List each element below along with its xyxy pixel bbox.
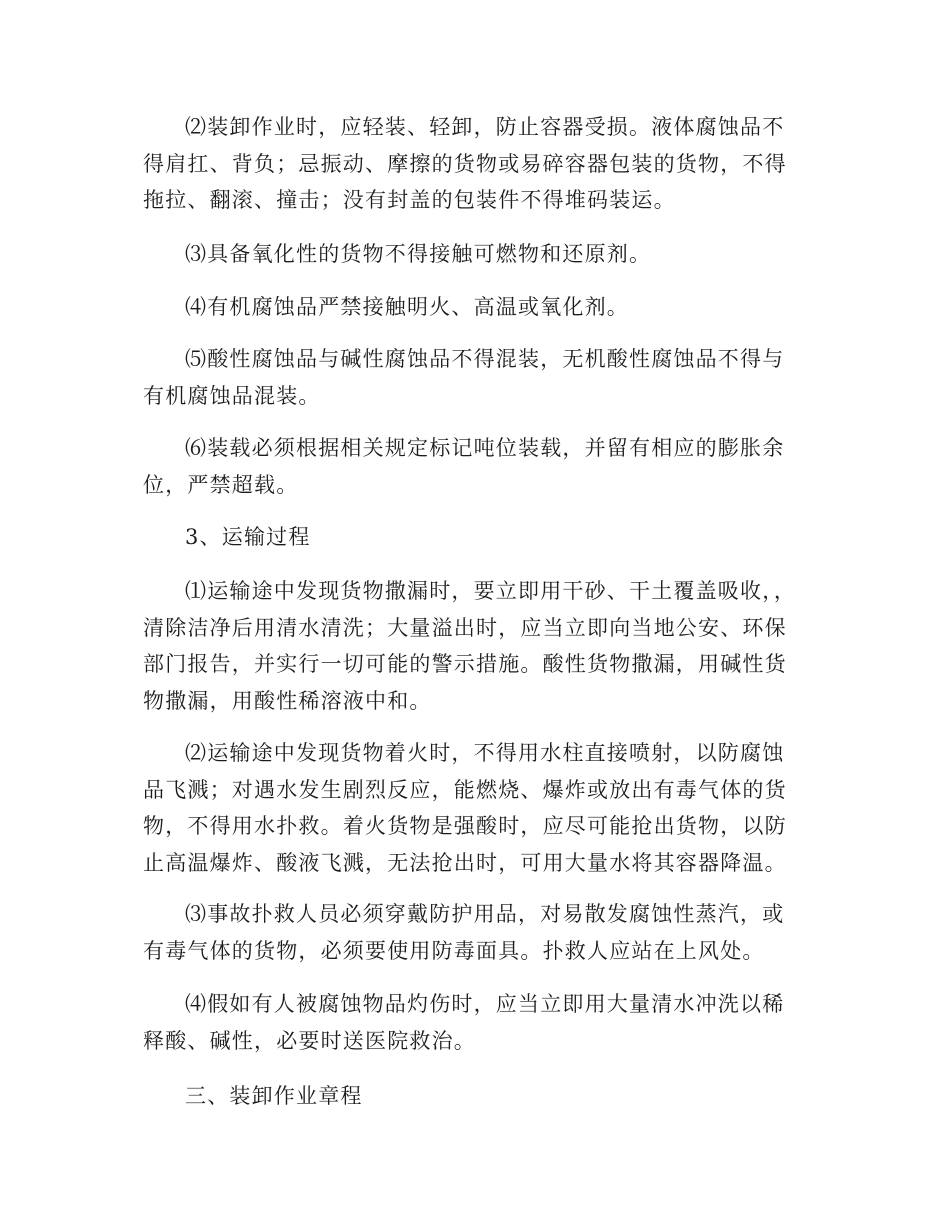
section-heading-loading-rules: 三、装卸作业章程 [185, 1084, 363, 1108]
paragraph-rescue-protection: ⑶事故扑救人员必须穿戴防护用品，对易散发腐蚀性蒸汽，或有毒气体的货物，必须要使用防毒面具。扑救人应站在上风处。 [143, 902, 785, 963]
paragraph-spill-handling: ⑴运输途中发现货物撒漏时，要立即用干砂、干土覆盖吸收，，清除洁净后用清水清洗；大量溢出时，应当立即向当地公安、环保部门报告，并实行一切可能的警示措施。酸性货物撒漏，用碱性货物撒漏，用酸性稀溶液中和。 [143, 579, 797, 713]
paragraph-fire-handling: ⑵运输途中发现货物着火时，不得用水柱直接喷射，以防腐蚀品飞溅；对遇水发生剧烈反应，能燃烧、爆炸或放出有毒气体的货物，不得用水扑救。着火货物是强酸时，应尽可能抢出货物，以防止高温爆炸、酸液飞溅，无法抢出时，可用大量水将其容器降温。 [143, 741, 787, 875]
paragraph-organic-rule: ⑷有机腐蚀品严禁接触明火、高温或氧化剂。 [185, 295, 629, 319]
paragraph-oxidizer-rule: ⑶具备氧化性的货物不得接触可燃物和还原剂。 [185, 242, 652, 266]
paragraph-loading-caution: ⑵装卸作业时，应轻装、轻卸，防止容器受损。液体腐蚀品不得肩扛、背负；忌振动、摩擦的货物或易碎容器包装的货物，不得拖拉、翻滚、撞击；没有封盖的包装件不得堆码装运。 [143, 115, 787, 212]
section-heading-transport: 3、运输过程 [185, 525, 311, 549]
paragraph-tonnage-rule: ⑹装载必须根据相关规定标记吨位装载，并留有相应的膨胀余位，严禁超载。 [143, 436, 785, 497]
paragraph-mixing-rule: ⑸酸性腐蚀品与碱性腐蚀品不得混装，无机酸性腐蚀品不得与有机腐蚀品混装。 [143, 347, 785, 408]
paragraph-burn-treatment: ⑷假如有人被腐蚀物品灼伤时，应当立即用大量清水冲洗以稀释酸、碱性，必要时送医院救治。 [143, 992, 785, 1053]
